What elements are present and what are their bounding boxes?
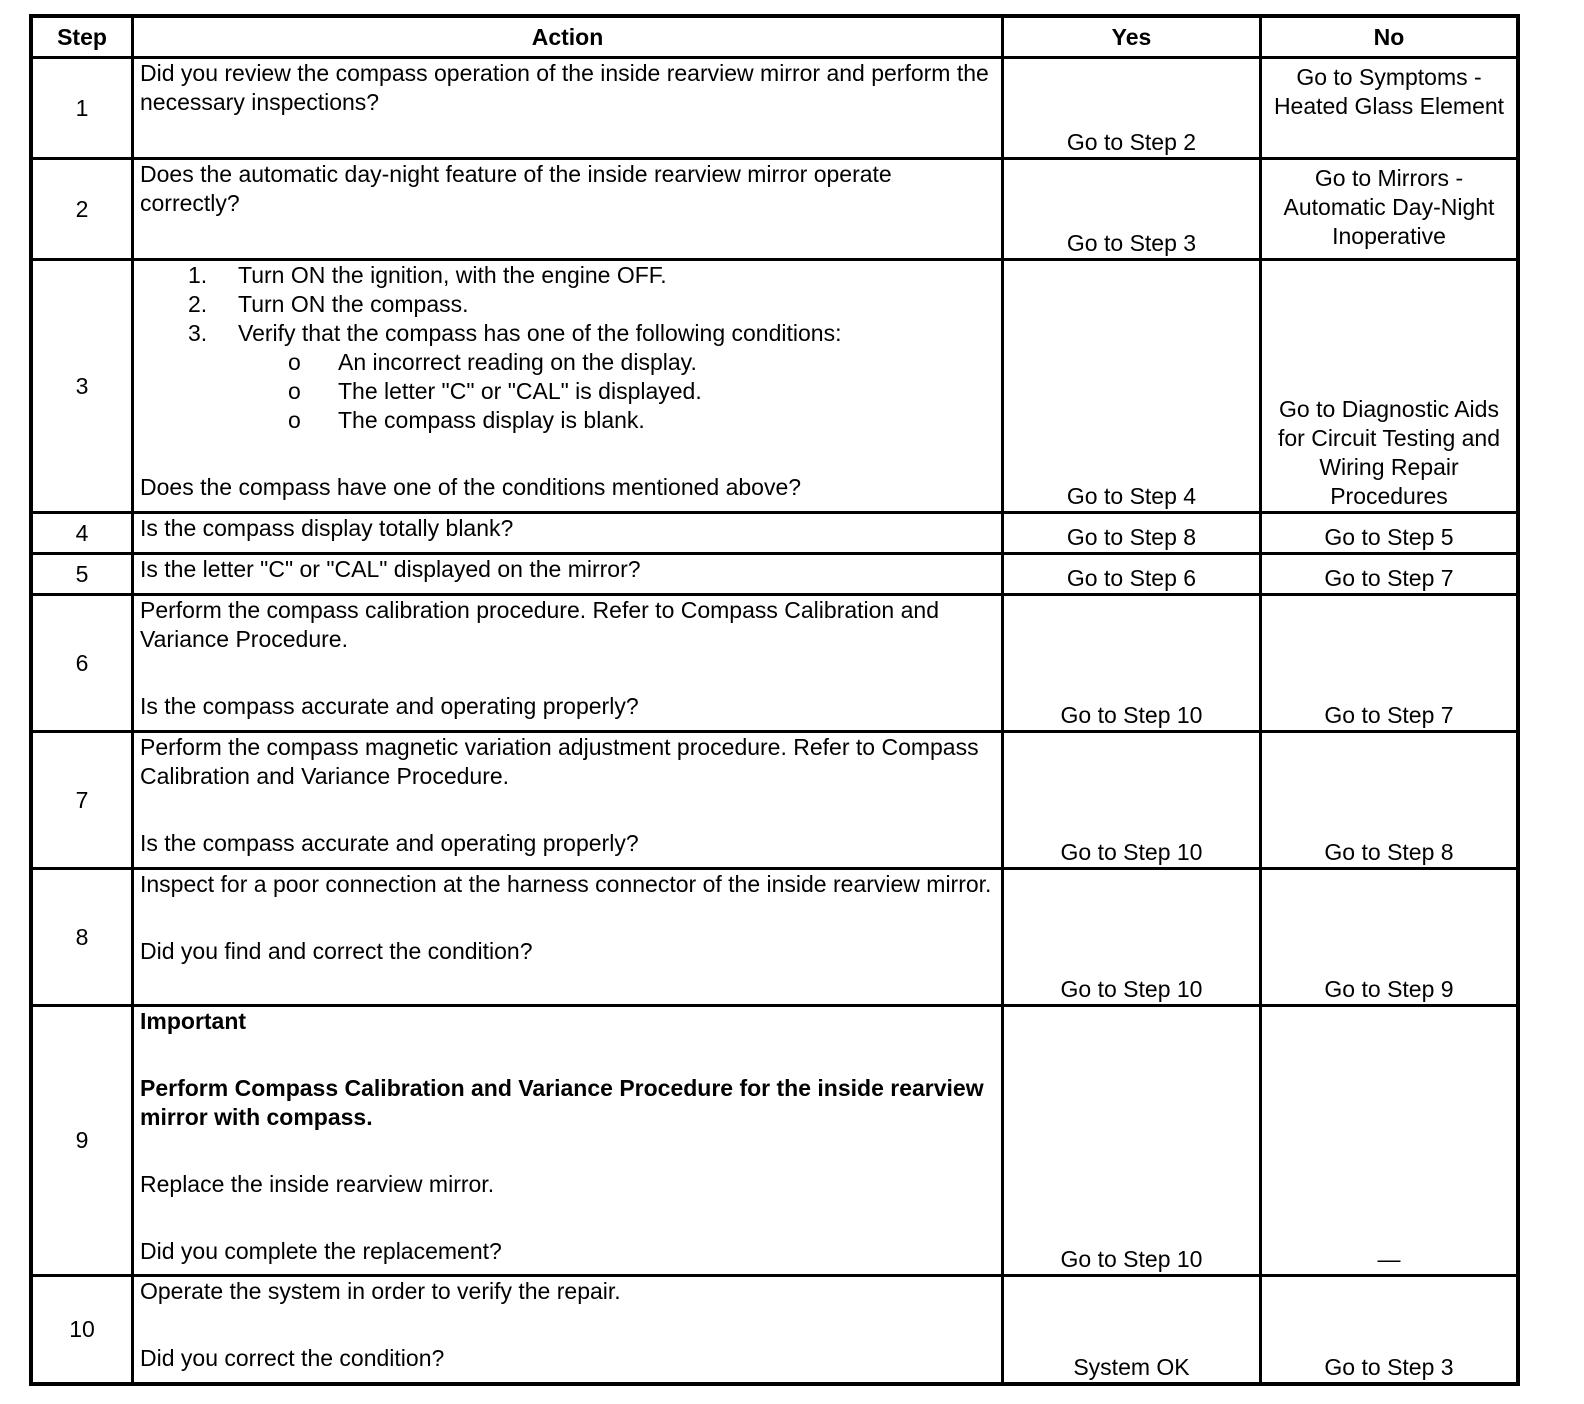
action-question: Did you complete the replacement?	[140, 1238, 502, 1264]
action-cell	[134, 160, 1001, 258]
procedure-list	[140, 261, 995, 348]
list-text: Verify that the compass has one of the following conditions:	[238, 320, 842, 346]
list-text: Turn ON the ignition, with the engine OFF.	[238, 262, 667, 288]
action-cell	[134, 1007, 1001, 1274]
action-cell	[134, 596, 1001, 730]
yes-cell: System OK	[1004, 1277, 1259, 1382]
bullet-icon: o	[288, 407, 301, 433]
yes-cell: Go to Step 8	[1004, 514, 1259, 552]
step-number: 9	[33, 1007, 131, 1274]
no-cell: Go to Step 8	[1262, 733, 1516, 867]
action-text: Operate the system in order to verify the repair.	[140, 1278, 621, 1304]
yes-cell: Go to Step 10	[1004, 596, 1259, 730]
action-cell	[134, 59, 1001, 157]
action-cell	[134, 1277, 1001, 1382]
step-number: 6	[33, 596, 131, 730]
no-cell: Go to Step 7	[1262, 555, 1516, 593]
step-number: 2	[33, 160, 131, 258]
table-row	[33, 733, 1516, 867]
diagnostic-table-page	[29, 14, 1520, 1386]
action-cell	[134, 870, 1001, 1004]
no-cell: Go to Step 7	[1262, 596, 1516, 730]
list-number: 1.	[188, 262, 208, 288]
no-cell: —	[1262, 1007, 1516, 1274]
action-text: Perform the compass calibration procedure. Refer to Compass Calibration and Variance Procedure.	[140, 597, 939, 652]
table-row	[33, 870, 1516, 1004]
table-row	[33, 160, 1516, 258]
action-cell	[134, 514, 1001, 552]
action-cell	[134, 555, 1001, 593]
action-question: Did you find and correct the condition?	[140, 938, 533, 964]
list-number: 3.	[188, 320, 208, 346]
no-cell: Go to Diagnostic Aids for Circuit Testing and Wiring Repair Procedures	[1262, 261, 1516, 511]
yes-cell: Go to Step 10	[1004, 733, 1259, 867]
table-row	[33, 514, 1516, 552]
table-row	[33, 555, 1516, 593]
action-question: Is the compass accurate and operating properly?	[140, 830, 639, 856]
important-note: Perform Compass Calibration and Variance Procedure for the inside rearview mirror with compass.	[140, 1075, 984, 1130]
step-number: 7	[33, 733, 131, 867]
action-text: Is the letter "C" or "CAL" displayed on the mirror?	[140, 556, 641, 582]
list-item	[140, 377, 995, 406]
action-text: Inspect for a poor connection at the harness connector of the inside rearview mirror.	[140, 871, 992, 897]
header-no: No	[1262, 18, 1516, 56]
no-cell: Go to Mirrors - Automatic Day-Night Inoperative	[1262, 160, 1516, 258]
list-item	[140, 406, 995, 435]
list-item	[140, 261, 995, 290]
table-row	[33, 59, 1516, 157]
step-number: 1	[33, 59, 131, 157]
no-cell: Go to Step 3	[1262, 1277, 1516, 1382]
table-row	[33, 1277, 1516, 1382]
action-text: Is the compass display totally blank?	[140, 515, 514, 541]
action-cell	[134, 733, 1001, 867]
yes-cell: Go to Step 10	[1004, 1007, 1259, 1274]
action-text: Perform the compass magnetic variation adjustment procedure. Refer to Compass Calibration and Variance Procedure.	[140, 734, 979, 789]
header-step: Step	[33, 18, 131, 56]
step-number: 3	[33, 261, 131, 511]
table-row	[33, 261, 1516, 511]
action-text: Replace the inside rearview mirror.	[140, 1171, 495, 1197]
step-number: 8	[33, 870, 131, 1004]
list-item	[140, 319, 995, 348]
table-row	[33, 1007, 1516, 1274]
header-action: Action	[134, 18, 1001, 56]
step-number: 10	[33, 1277, 131, 1382]
condition-list	[140, 348, 995, 435]
list-text: Turn ON the compass.	[238, 291, 469, 317]
action-question: Is the compass accurate and operating properly?	[140, 693, 639, 719]
action-question: Does the compass have one of the conditions mentioned above?	[140, 474, 802, 500]
header-row	[33, 18, 1516, 56]
table-row	[33, 596, 1516, 730]
list-item	[140, 348, 995, 377]
yes-cell: Go to Step 3	[1004, 160, 1259, 258]
diagnostic-table	[29, 14, 1520, 1386]
yes-cell: Go to Step 4	[1004, 261, 1259, 511]
no-cell: Go to Step 9	[1262, 870, 1516, 1004]
list-text: An incorrect reading on the display.	[338, 349, 697, 375]
list-text: The letter "C" or "CAL" is displayed.	[338, 378, 702, 404]
yes-cell: Go to Step 10	[1004, 870, 1259, 1004]
action-text: Does the automatic day-night feature of the inside rearview mirror operate correctly?	[140, 161, 892, 216]
no-cell: Go to Symptoms - Heated Glass Element	[1262, 59, 1516, 157]
bullet-icon: o	[288, 378, 301, 404]
important-heading: Important	[140, 1008, 247, 1034]
no-cell: Go to Step 5	[1262, 514, 1516, 552]
list-text: The compass display is blank.	[338, 407, 645, 433]
yes-cell: Go to Step 6	[1004, 555, 1259, 593]
action-cell	[134, 261, 1001, 511]
list-item	[140, 290, 995, 319]
step-number: 4	[33, 514, 131, 552]
step-number: 5	[33, 555, 131, 593]
header-yes: Yes	[1004, 18, 1259, 56]
list-number: 2.	[188, 291, 208, 317]
yes-cell: Go to Step 2	[1004, 59, 1259, 157]
bullet-icon: o	[288, 349, 301, 375]
action-question: Did you correct the condition?	[140, 1345, 445, 1371]
action-text: Did you review the compass operation of the inside rearview mirror and perform the necessary inspections?	[140, 60, 989, 115]
